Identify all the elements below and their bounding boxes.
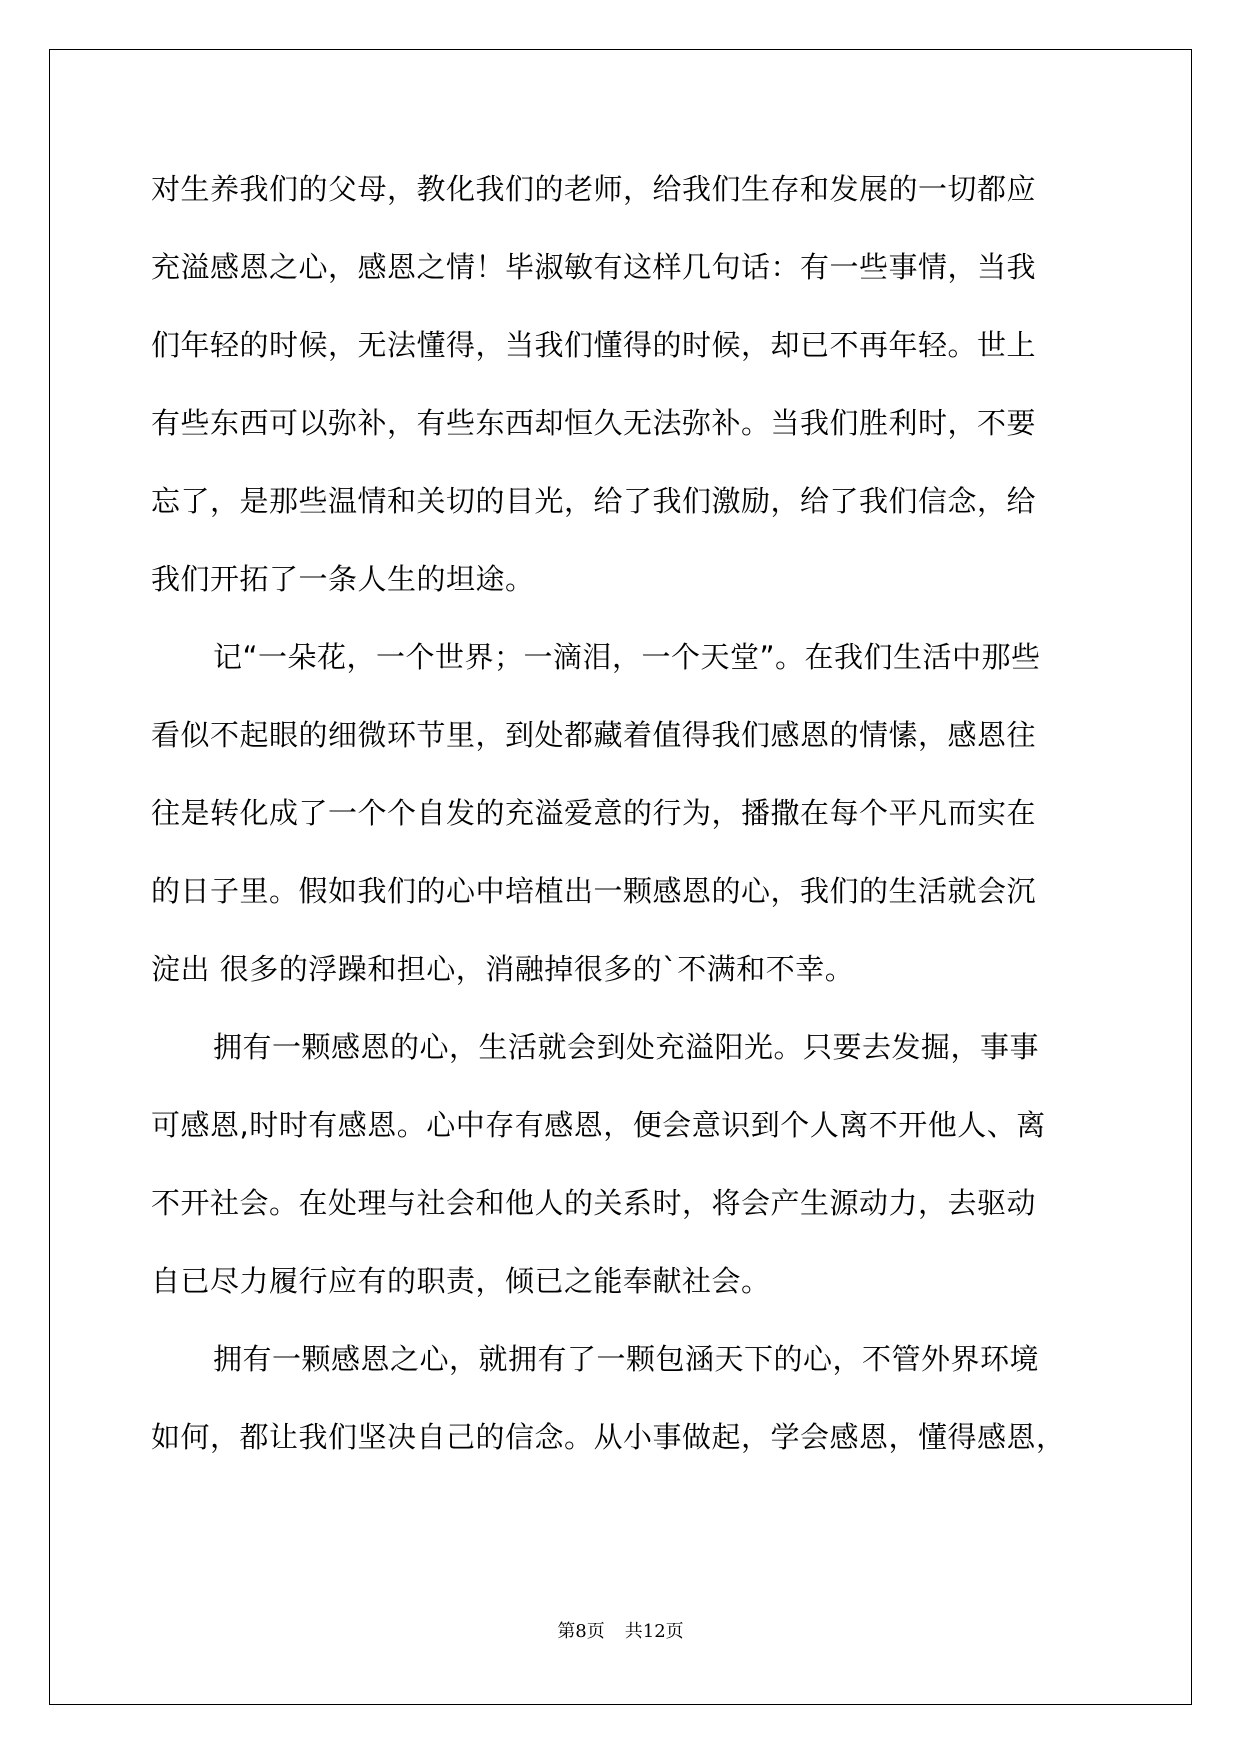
page-total: 共12页 xyxy=(624,1621,684,1642)
text-line: 如何，都让我们坚决自己的信念。从小事做起，学会感恩，懂得感恩， xyxy=(151,1420,1066,1454)
document-body xyxy=(151,150,1091,1476)
text-line: 往是转化成了一个个自发的充溢爱意的行为，播撒在每个平凡而实在 xyxy=(151,796,1037,830)
paragraph-start-line: 拥有一颗感恩之心，就拥有了一颗包涵天下的心，不管外界环境 xyxy=(213,1342,1040,1376)
text-line: 对生养我们的父母，教化我们的老师，给我们生存和发展的一切都应 xyxy=(151,172,1037,206)
text-line: 淀出 很多的浮躁和担心，消融掉很多的`不满和不幸。 xyxy=(151,952,855,986)
page-footer xyxy=(0,1620,1241,1644)
page-number: 第8页 xyxy=(557,1621,605,1642)
text-line: 们年轻的时候，无法懂得，当我们懂得的时候，却已不再年轻。世上 xyxy=(151,328,1037,362)
text-line: 忘了，是那些温情和关切的目光，给了我们激励，给了我们信念，给 xyxy=(151,484,1037,518)
text-line: 不开社会。在处理与社会和他人的关系时，将会产生源动力，去驱动 xyxy=(151,1186,1037,1220)
paragraph-start-line: 记“一朵花，一个世界；一滴泪，一个天堂”。在我们生活中那些 xyxy=(213,640,1041,674)
text-line: 我们开拓了一条人生的坦途。 xyxy=(151,562,535,596)
paragraph-start-line: 拥有一颗感恩的心，生活就会到处充溢阳光。只要去发掘，事事 xyxy=(213,1030,1040,1064)
text-line: 充溢感恩之心，感恩之情！毕淑敏有这样几句话：有一些事情，当我 xyxy=(151,250,1037,284)
text-line: 的日子里。假如我们的心中培植出一颗感恩的心，我们的生活就会沉 xyxy=(151,874,1037,908)
text-line: 可感恩,时时有感恩。心中存有感恩，便会意识到个人离不开他人、离 xyxy=(151,1108,1046,1142)
text-line: 有些东西可以弥补，有些东西却恒久无法弥补。当我们胜利时，不要 xyxy=(151,406,1037,440)
text-line: 看似不起眼的细微环节里，到处都藏着值得我们感恩的情愫，感恩往 xyxy=(151,718,1037,752)
text-line: 自已尽力履行应有的职责，倾已之能奉献社会。 xyxy=(151,1264,771,1298)
